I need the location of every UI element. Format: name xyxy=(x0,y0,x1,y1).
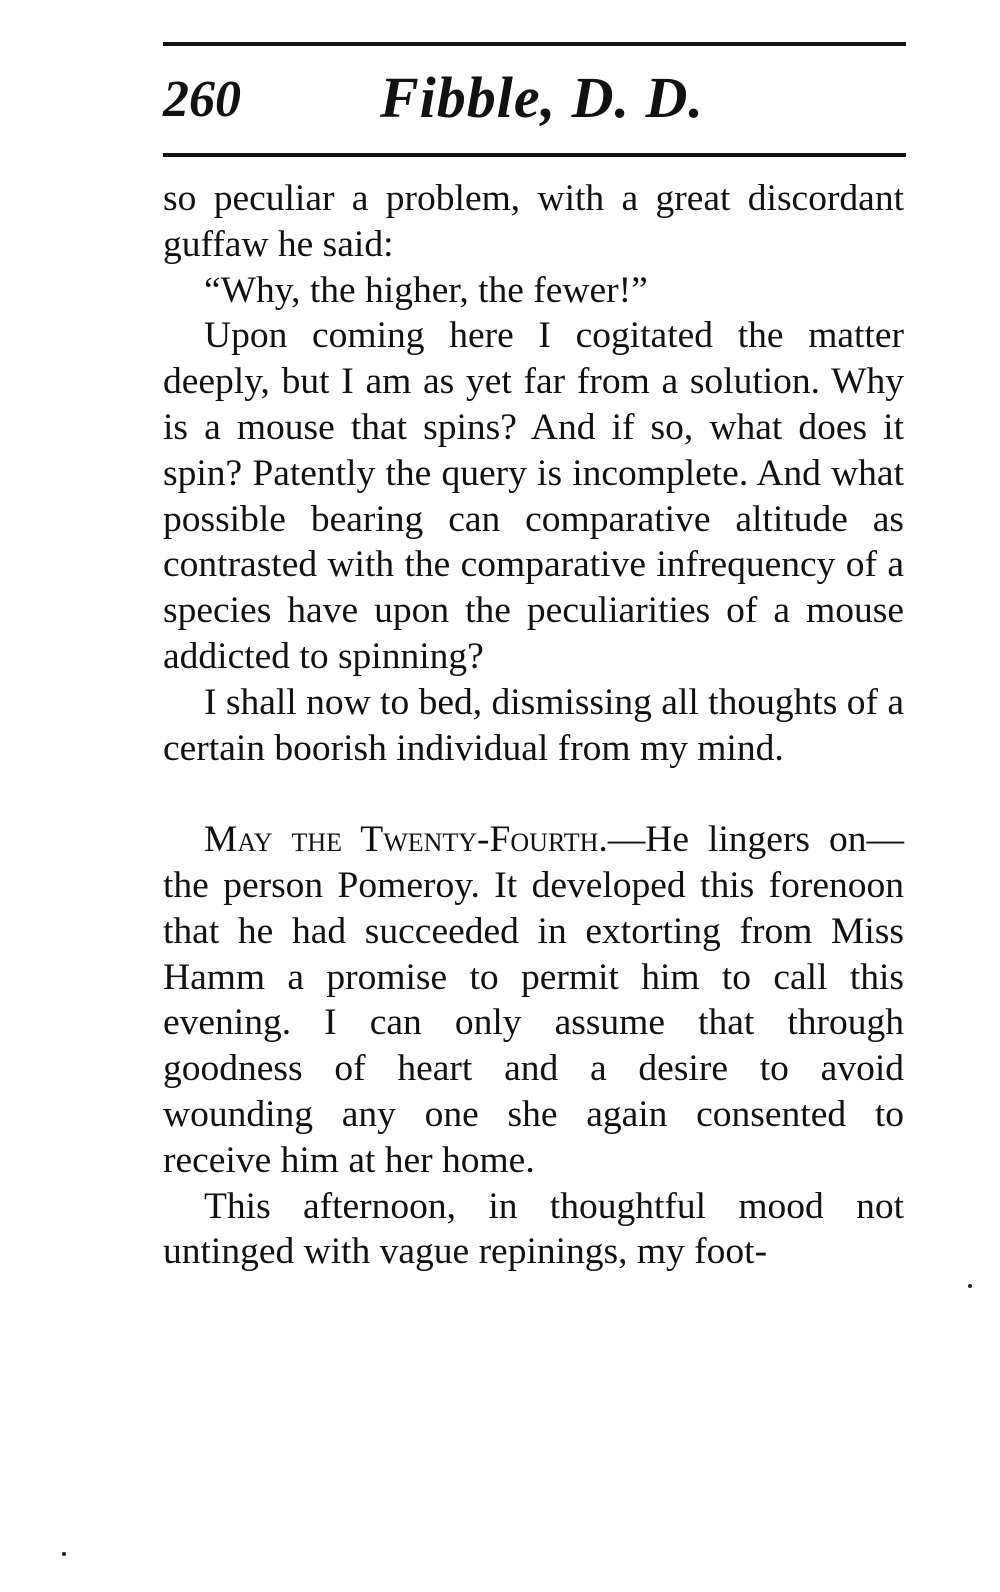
body-text xyxy=(163,176,904,1275)
running-title: Fibble, D. D. xyxy=(380,65,704,130)
header-bottom-rule xyxy=(163,153,906,157)
paragraph-4: I shall now to bed, dismissing all thoughts of a certain boorish individual from my mind. xyxy=(163,681,904,769)
scan-speck xyxy=(62,1552,66,1556)
page-number: 260 xyxy=(163,71,241,128)
paragraph-6: This afternoon, in thoughtful mood not untinged with vague repinings, my foot- xyxy=(163,1185,904,1273)
paragraph-3: Upon coming here I cogitated the matter deeply, but I am as yet far from a solution. Why is a mouse that spins? And if so, what does it spin? Patently the query is incomplete. And what possible bearing can comparative altitude as contrasted with the comparative infrequency of a species have upon the peculiarities of a mouse addicted to spinning? xyxy=(163,315,904,677)
paragraph-5 xyxy=(163,817,904,1183)
paragraph-1: so peculiar a problem, with a great discordant guffaw he said: xyxy=(163,178,904,265)
date-heading: May the Twenty-Fourth. xyxy=(204,819,608,861)
header-top-rule xyxy=(163,42,906,46)
scan-speck xyxy=(968,1284,972,1288)
paragraph-2: “Why, the higher, the fewer!” xyxy=(204,269,648,311)
paragraph-5-text: —He lingers on—the person Pomeroy. It developed this forenoon that he had succeeded in extorting from Miss Hamm a promise to permit him to call this evening. I can only assume that through goodness of heart and a desire to avoid wounding any one she again consented to receive him at her home. xyxy=(163,819,904,1181)
